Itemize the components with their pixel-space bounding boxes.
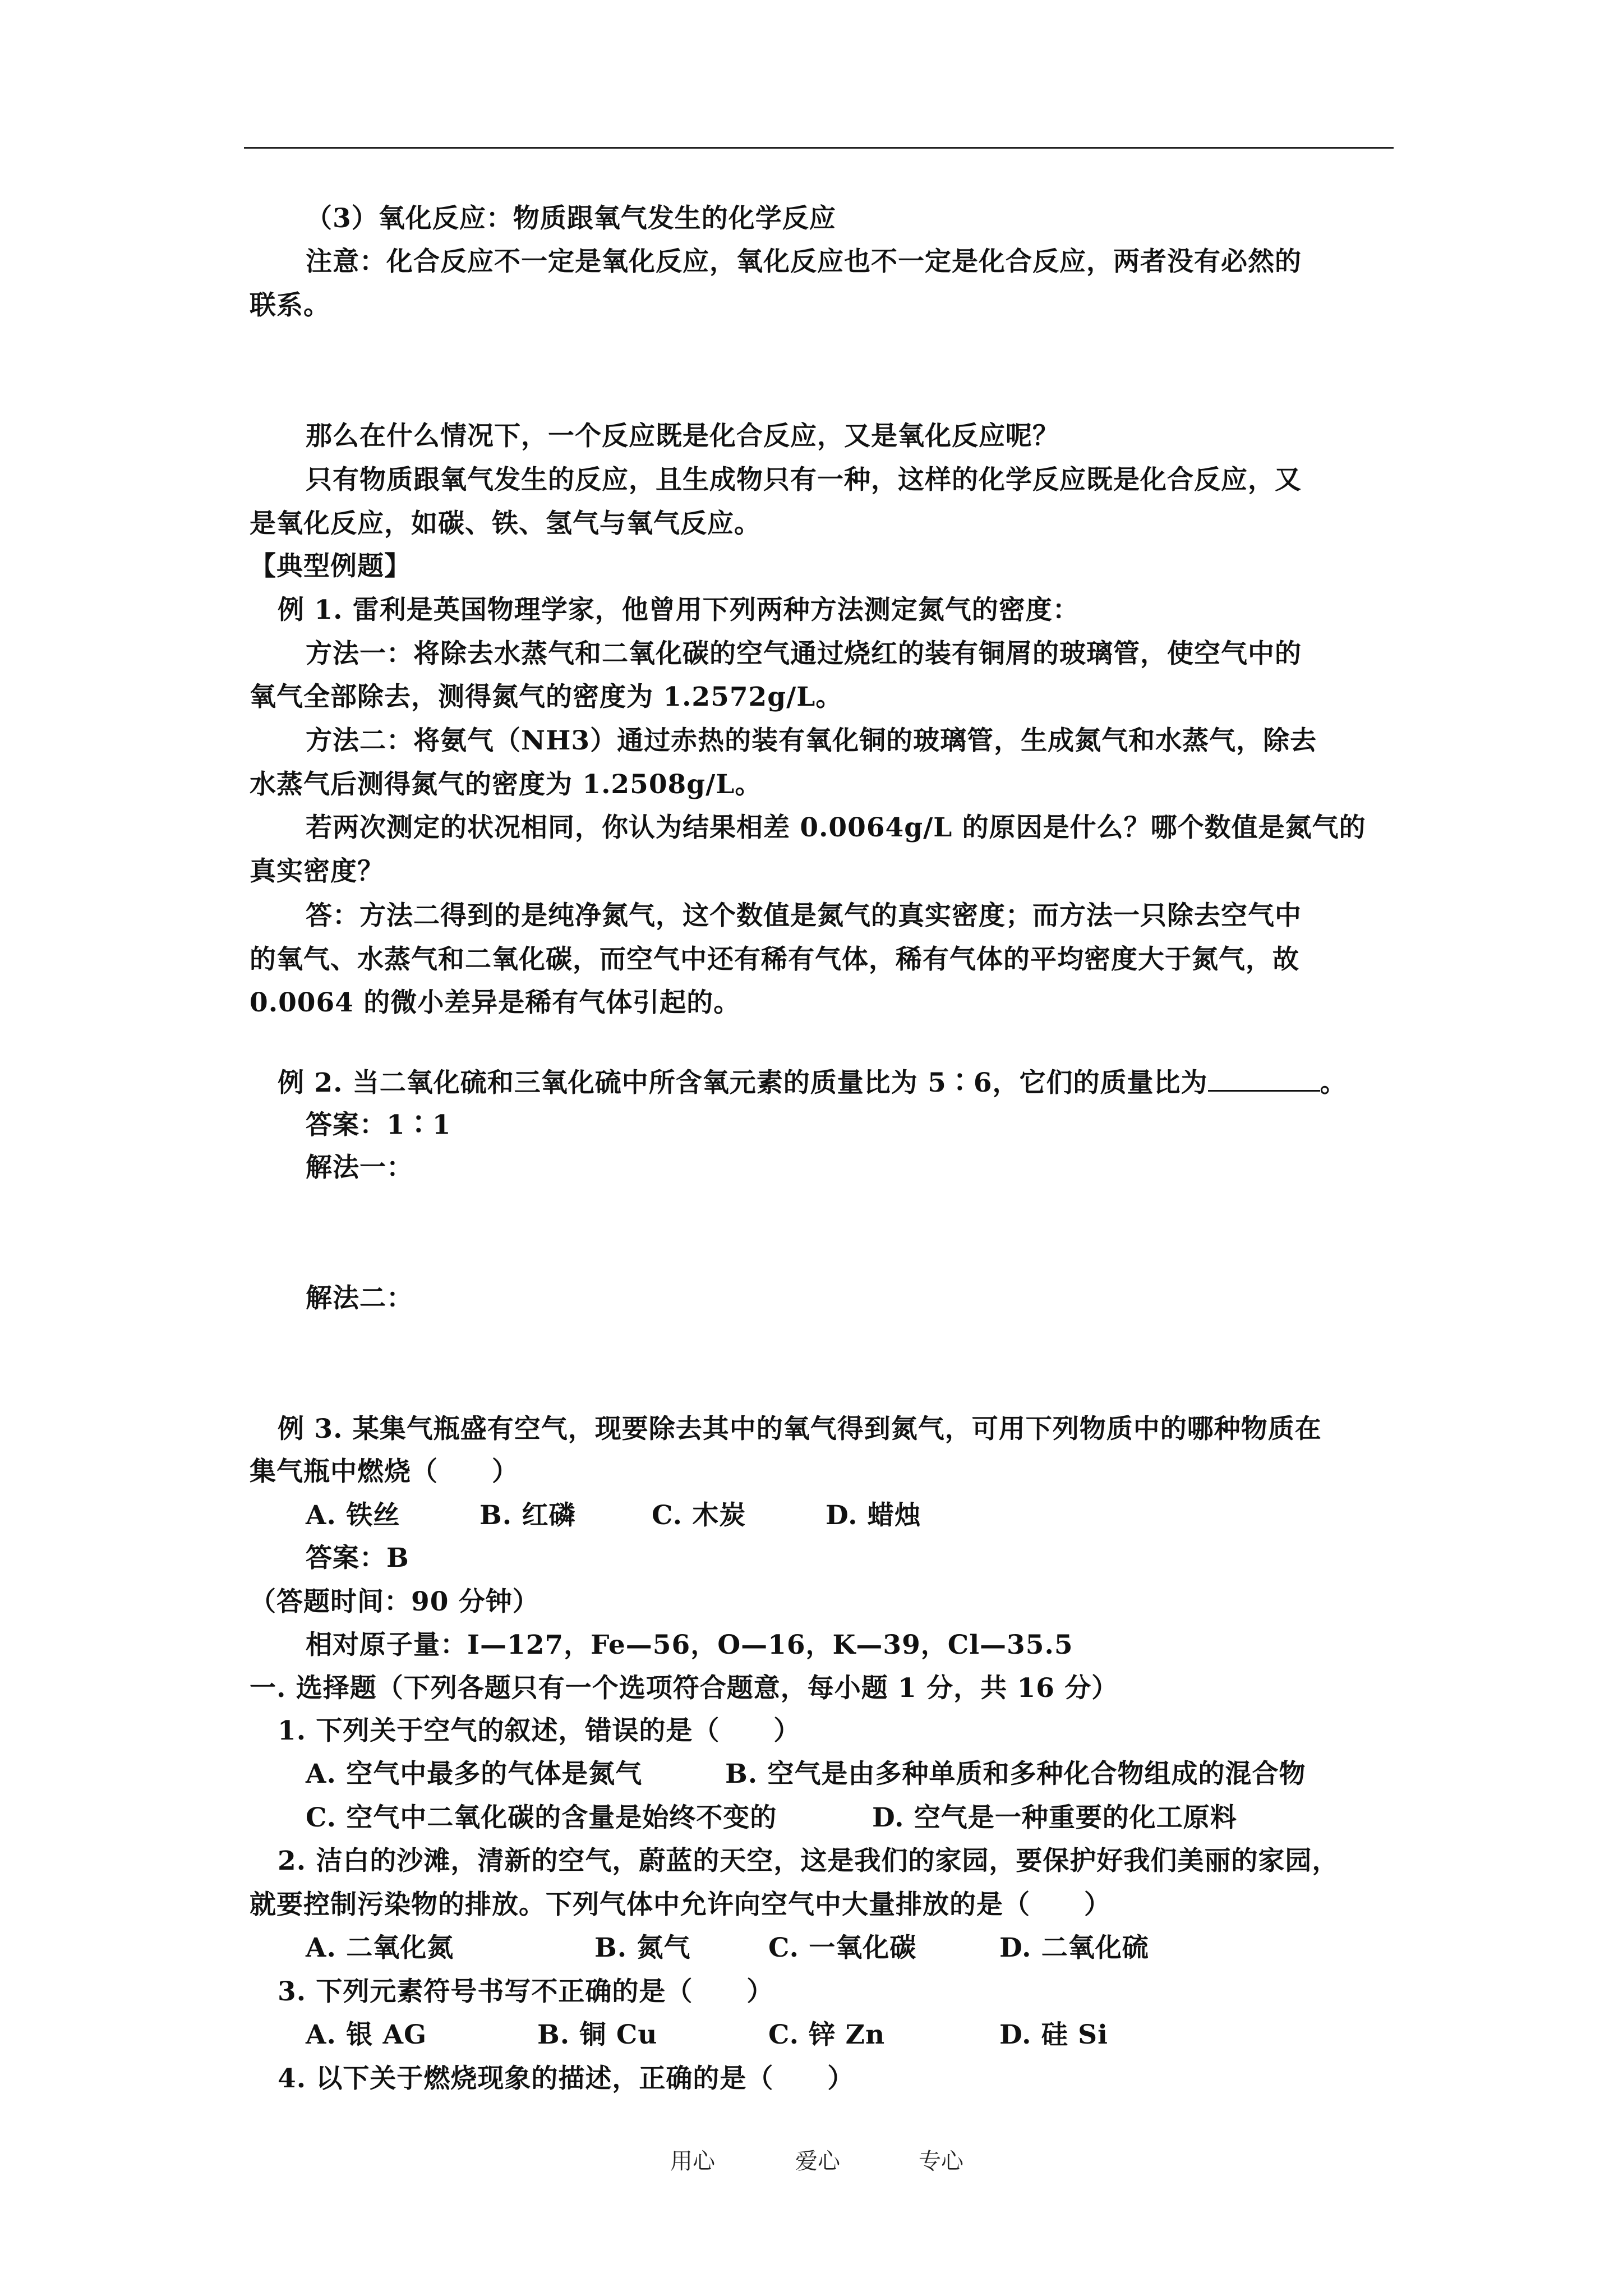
answer-blank — [1208, 1065, 1320, 1092]
example-3-question-line-1: 例 3. 某集气瓶盛有空气，现要除去其中的氧气得到氮气，可用下列物质中的哪种物质在 — [278, 1414, 1322, 1444]
example-3-option-b: B. 红磷 — [479, 1500, 576, 1531]
footer-text-2: 爱心 — [795, 2148, 840, 2174]
example-1-method-2-line-2: 水蒸气后测得氮气的密度为 1.2508g/L。 — [250, 769, 762, 800]
oxidation-definition: （3）氧化反应：物质跟氧气发生的化学反应 — [306, 203, 836, 234]
answer-when-line-1: 只有物质跟氧气发生的反应，且生成物只有一种，这样的化学反应既是化合反应，又 — [306, 464, 1302, 495]
example-3-option-d: D. 蜡烛 — [826, 1500, 921, 1531]
section-heading-examples: 【典型例题】 — [250, 551, 411, 582]
question-2-option-b: B. 氮气 — [594, 1932, 691, 1963]
question-1: 1. 下列关于空气的叙述，错误的是（ ） — [278, 1715, 801, 1746]
example-3-option-c: C. 木炭 — [652, 1500, 746, 1531]
answer-when-line-2: 是氧化反应，如碳、铁、氢气与氧气反应。 — [250, 508, 761, 539]
question-2-option-d: D. 二氧化硫 — [999, 1932, 1149, 1963]
note-line-1: 注意：化合反应不一定是氧化反应，氧化反应也不一定是化合反应，两者没有必然的 — [306, 246, 1302, 277]
question-2-option-a: A. 二氧化氮 — [306, 1932, 454, 1963]
question-when: 那么在什么情况下，一个反应既是化合反应，又是氧化反应呢？ — [306, 421, 1059, 452]
question-1-option-d: D. 空气是一种重要的化工原料 — [872, 1802, 1237, 1833]
example-1-question-line-1: 若两次测定的状况相同，你认为结果相差 0.0064g/L 的原因是什么？哪个数值是氮气的 — [306, 812, 1366, 843]
footer-text-1: 用心 — [670, 2148, 715, 2174]
example-2-question — [278, 1065, 1347, 1100]
question-3-option-a: A. 银 AG — [306, 2019, 427, 2050]
example-3-answer: 答案：B — [306, 1543, 409, 1573]
atomic-mass-note: 相对原子量：I—127，Fe—56，O—16，K—39，Cl—35.5 — [306, 1630, 1073, 1660]
question-2-line-1: 2. 洁白的沙滩，清新的空气，蔚蓝的天空，这是我们的家园，要保护好我们美丽的家园， — [278, 1846, 1339, 1876]
example-2-question-end: 。 — [1320, 1068, 1347, 1098]
example-1-answer-line-1: 答：方法二得到的是纯净氮气，这个数值是氮气的真实密度；而方法一只除去空气中 — [306, 900, 1302, 931]
example-1-method-1-line-1: 方法一：将除去水蒸气和二氧化碳的空气通过烧红的装有铜屑的玻璃管，使空气中的 — [306, 638, 1302, 669]
time-note: （答题时间：90 分钟） — [250, 1586, 540, 1617]
question-2-option-c: C. 一氧化碳 — [768, 1932, 917, 1963]
example-2-question-text: 例 2. 当二氧化硫和三氧化硫中所含氧元素的质量比为 5∶6，它们的质量比为 — [278, 1068, 1208, 1098]
example-2-solution-2: 解法二： — [306, 1283, 413, 1314]
example-1-method-1-line-2: 氧气全部除去，测得氮气的密度为 1.2572g/L。 — [250, 682, 843, 712]
example-3-question-line-2: 集气瓶中燃烧（ ） — [250, 1456, 519, 1487]
question-1-option-a: A. 空气中最多的气体是氮气 — [306, 1759, 643, 1789]
question-2-line-2: 就要控制污染物的排放。下列气体中允许向空气中大量排放的是（ ） — [250, 1889, 1111, 1920]
example-2-solution-1: 解法一： — [306, 1152, 413, 1183]
question-3-option-d: D. 硅 Si — [999, 2019, 1108, 2050]
question-1-option-c: C. 空气中二氧化碳的含量是始终不变的 — [306, 1802, 777, 1833]
header-rule — [244, 147, 1394, 149]
example-1-method-2-line-1: 方法二：将氨气（NH3）通过赤热的装有氧化铜的玻璃管，生成氮气和水蒸气，除去 — [306, 725, 1317, 756]
example-1-answer-line-3: 0.0064 的微小差异是稀有气体引起的。 — [250, 987, 741, 1018]
question-3: 3. 下列元素符号书写不正确的是（ ） — [278, 1976, 774, 2007]
question-3-option-c: C. 锌 Zn — [768, 2019, 886, 2050]
note-line-2: 联系。 — [250, 290, 330, 321]
example-1-answer-line-2: 的氧气、水蒸气和二氧化碳，而空气中还有稀有气体，稀有气体的平均密度大于氮气，故 — [250, 944, 1299, 975]
example-3-option-a: A. 铁丝 — [306, 1500, 400, 1531]
example-2-answer: 答案：1∶1 — [306, 1110, 451, 1140]
example-1-question-line-2: 真实密度？ — [250, 856, 384, 887]
question-4: 4. 以下关于燃烧现象的描述，正确的是（ ） — [278, 2063, 855, 2094]
footer-text-3: 专心 — [919, 2148, 963, 2174]
example-1-title: 例 1. 雷利是英国物理学家，他曾用下列两种方法测定氮气的密度： — [278, 595, 1080, 625]
section-heading-choice: 一. 选择题（下列各题只有一个选项符合题意，每小题 1 分，共 16 分） — [250, 1673, 1119, 1704]
question-1-option-b: B. 空气是由多种单质和多种化合物组成的混合物 — [725, 1759, 1306, 1789]
question-3-option-b: B. 铜 Cu — [537, 2019, 658, 2050]
